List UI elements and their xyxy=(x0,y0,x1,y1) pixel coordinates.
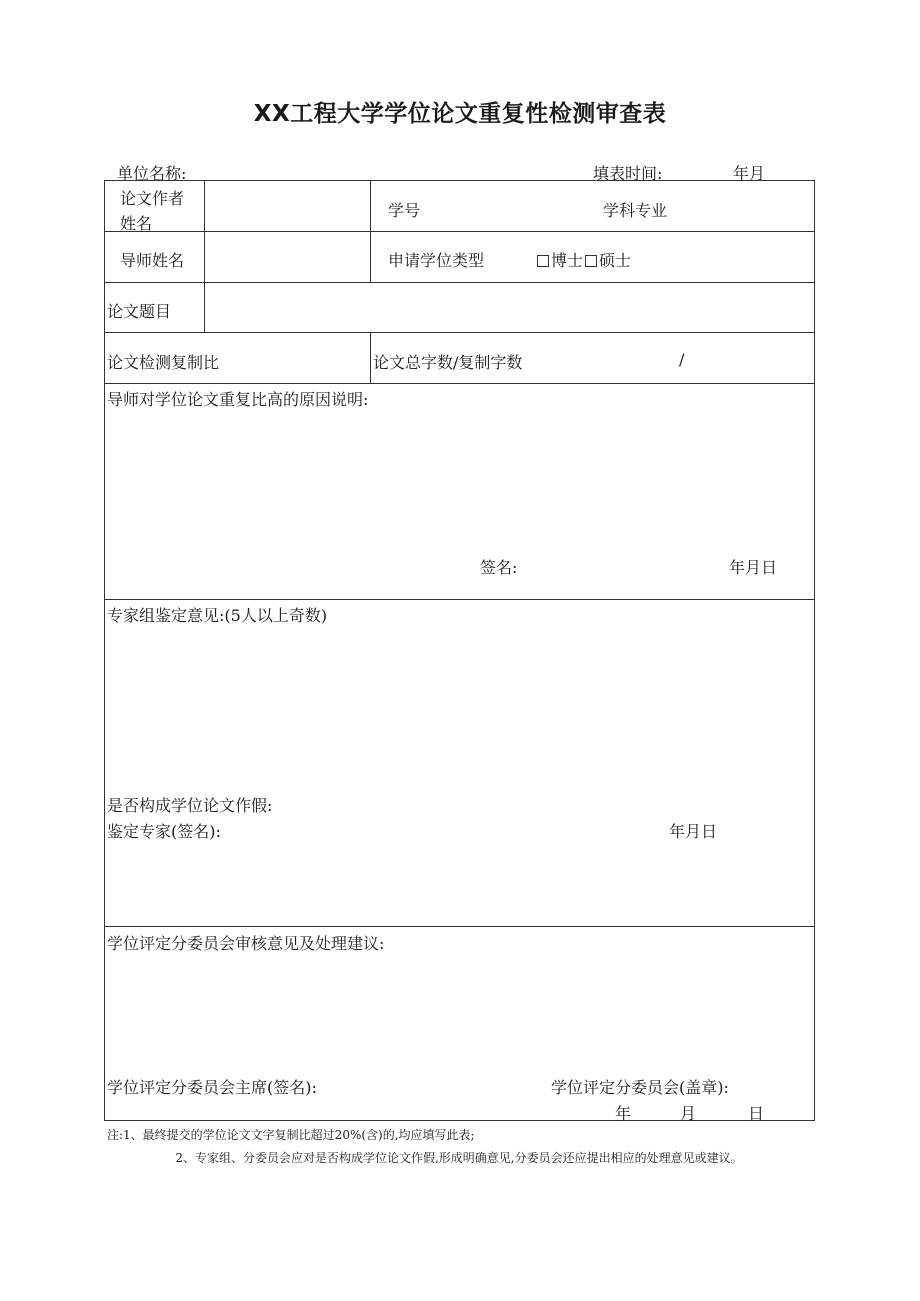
committee-date-day: 日 xyxy=(748,1104,765,1123)
phd-label: 博士 xyxy=(551,251,584,270)
fill-time-label: 填表时间: xyxy=(593,164,663,183)
advisor-label: 导师姓名 xyxy=(120,251,185,270)
page-title: XX工程大学学位论文重复性检测审查表 xyxy=(253,101,667,127)
similarity-field[interactable] xyxy=(240,336,366,380)
degree-phd-option[interactable] xyxy=(537,248,631,271)
word-count-label: 论文总字数/复制字数 xyxy=(373,353,523,372)
author-label-line1: 论文作者 xyxy=(120,189,185,208)
row-divider xyxy=(104,282,815,283)
advisor-reason-label: 导师对学位论文重复比高的原因说明: xyxy=(107,390,369,409)
committee-opinion-field[interactable] xyxy=(108,956,811,1066)
thesis-title-label: 论文题目 xyxy=(107,302,172,321)
major-label: 学科专业 xyxy=(603,201,668,220)
footnote-1: 注:1、最终提交的学位论文文字复制比超过20%(含)的,均应填写此表; xyxy=(107,1128,475,1142)
expert-sign-label: 鉴定专家(签名): xyxy=(107,822,221,841)
chair-sign-label: 学位评定分委员会主席(签名): xyxy=(107,1078,317,1097)
committee-date-month: 月 xyxy=(680,1104,697,1123)
phd-checkbox[interactable] xyxy=(537,255,549,267)
column-divider xyxy=(204,180,205,332)
column-divider xyxy=(370,180,371,282)
advisor-sign-label: 签名: xyxy=(480,558,518,577)
row-divider xyxy=(104,231,815,232)
student-id-label: 学号 xyxy=(388,201,421,220)
row-divider xyxy=(104,599,815,600)
expert-sign-date: 年月日 xyxy=(669,822,718,841)
expert-opinion-label: 专家组鉴定意见:(5人以上奇数) xyxy=(107,606,328,625)
footnote-2: 2、专家组、分委员会应对是否构成学位论文作假,形成明确意见,分委员会还应提出相应的处理意见或建议。 xyxy=(175,1151,743,1165)
row-divider xyxy=(104,926,815,927)
advisor-sign-date: 年月日 xyxy=(729,558,778,577)
committee-seal-label: 学位评定分委员会(盖章): xyxy=(551,1078,729,1097)
student-id-field[interactable] xyxy=(430,186,590,226)
advisor-name-field[interactable] xyxy=(206,234,368,280)
author-name-field[interactable] xyxy=(206,183,368,229)
similarity-label: 论文检测复制比 xyxy=(107,353,220,372)
committee-date-year: 年 xyxy=(615,1104,632,1123)
expert-opinion-field[interactable] xyxy=(108,626,811,786)
thesis-title-field[interactable] xyxy=(206,285,811,329)
advisor-reason-field[interactable] xyxy=(108,410,811,550)
degree-type-label: 申请学位类型 xyxy=(388,251,485,270)
major-field[interactable] xyxy=(675,186,811,226)
master-label: 硕士 xyxy=(599,251,632,270)
fill-time-year-month: 年月 xyxy=(733,164,766,183)
row-divider xyxy=(104,383,815,384)
fraud-question-label: 是否构成学位论文作假: xyxy=(107,796,273,815)
row-divider xyxy=(104,332,815,333)
word-count-separator: / xyxy=(679,350,685,369)
author-label-line2: 姓名 xyxy=(120,214,153,233)
column-divider xyxy=(370,332,371,383)
committee-opinion-label: 学位评定分委员会审核意见及处理建议: xyxy=(107,934,385,953)
master-checkbox[interactable] xyxy=(585,255,597,267)
unit-name-label: 单位名称: xyxy=(117,164,187,183)
